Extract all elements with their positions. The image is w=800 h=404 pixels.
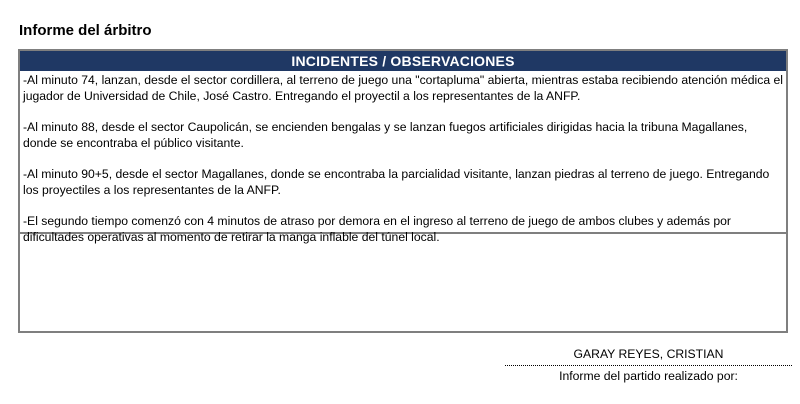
referee-name: GARAY REYES, CRISTIAN	[505, 346, 792, 366]
incidents-box	[18, 49, 788, 333]
report-title: Informe del árbitro	[19, 22, 152, 39]
incident-note: -Al minuto 88, desde el sector Caupolicán, se encienden bengalas y se lanzan fuegos artificiales dirigidas hacia la tribuna Magallanes, donde se encontraba el público visitante.	[23, 120, 748, 150]
incidents-header: INCIDENTES / OBSERVACIONES	[20, 51, 786, 71]
signature-block	[505, 346, 792, 384]
incidents-notes	[20, 71, 786, 244]
incident-note: -Al minuto 90+5, desde el sector Magallanes, donde se encontraba la parcialidad visitante, lanzan piedras al terreno de juego. Entregando los proyectiles a los representantes de la ANFP.	[23, 167, 770, 197]
incident-note: -Al minuto 74, lanzan, desde el sector cordillera, al terreno de juego una "cortapluma" abierta, mientras estaba recibiendo atención médica el jugador de Universidad de Chile, José Castro. Entregando el proyectil a los representantes de la ANFP.	[23, 73, 783, 103]
empty-notes-area	[20, 234, 786, 333]
signature-caption: Informe del partido realizado por:	[559, 369, 738, 383]
incident-note: -El segundo tiempo comenzó con 4 minutos de atraso por demora en el ingreso al terreno de juego de ambos clubes y además por dificultades operativas al momento de retirar la manga inflable del túnel local.	[23, 214, 731, 244]
